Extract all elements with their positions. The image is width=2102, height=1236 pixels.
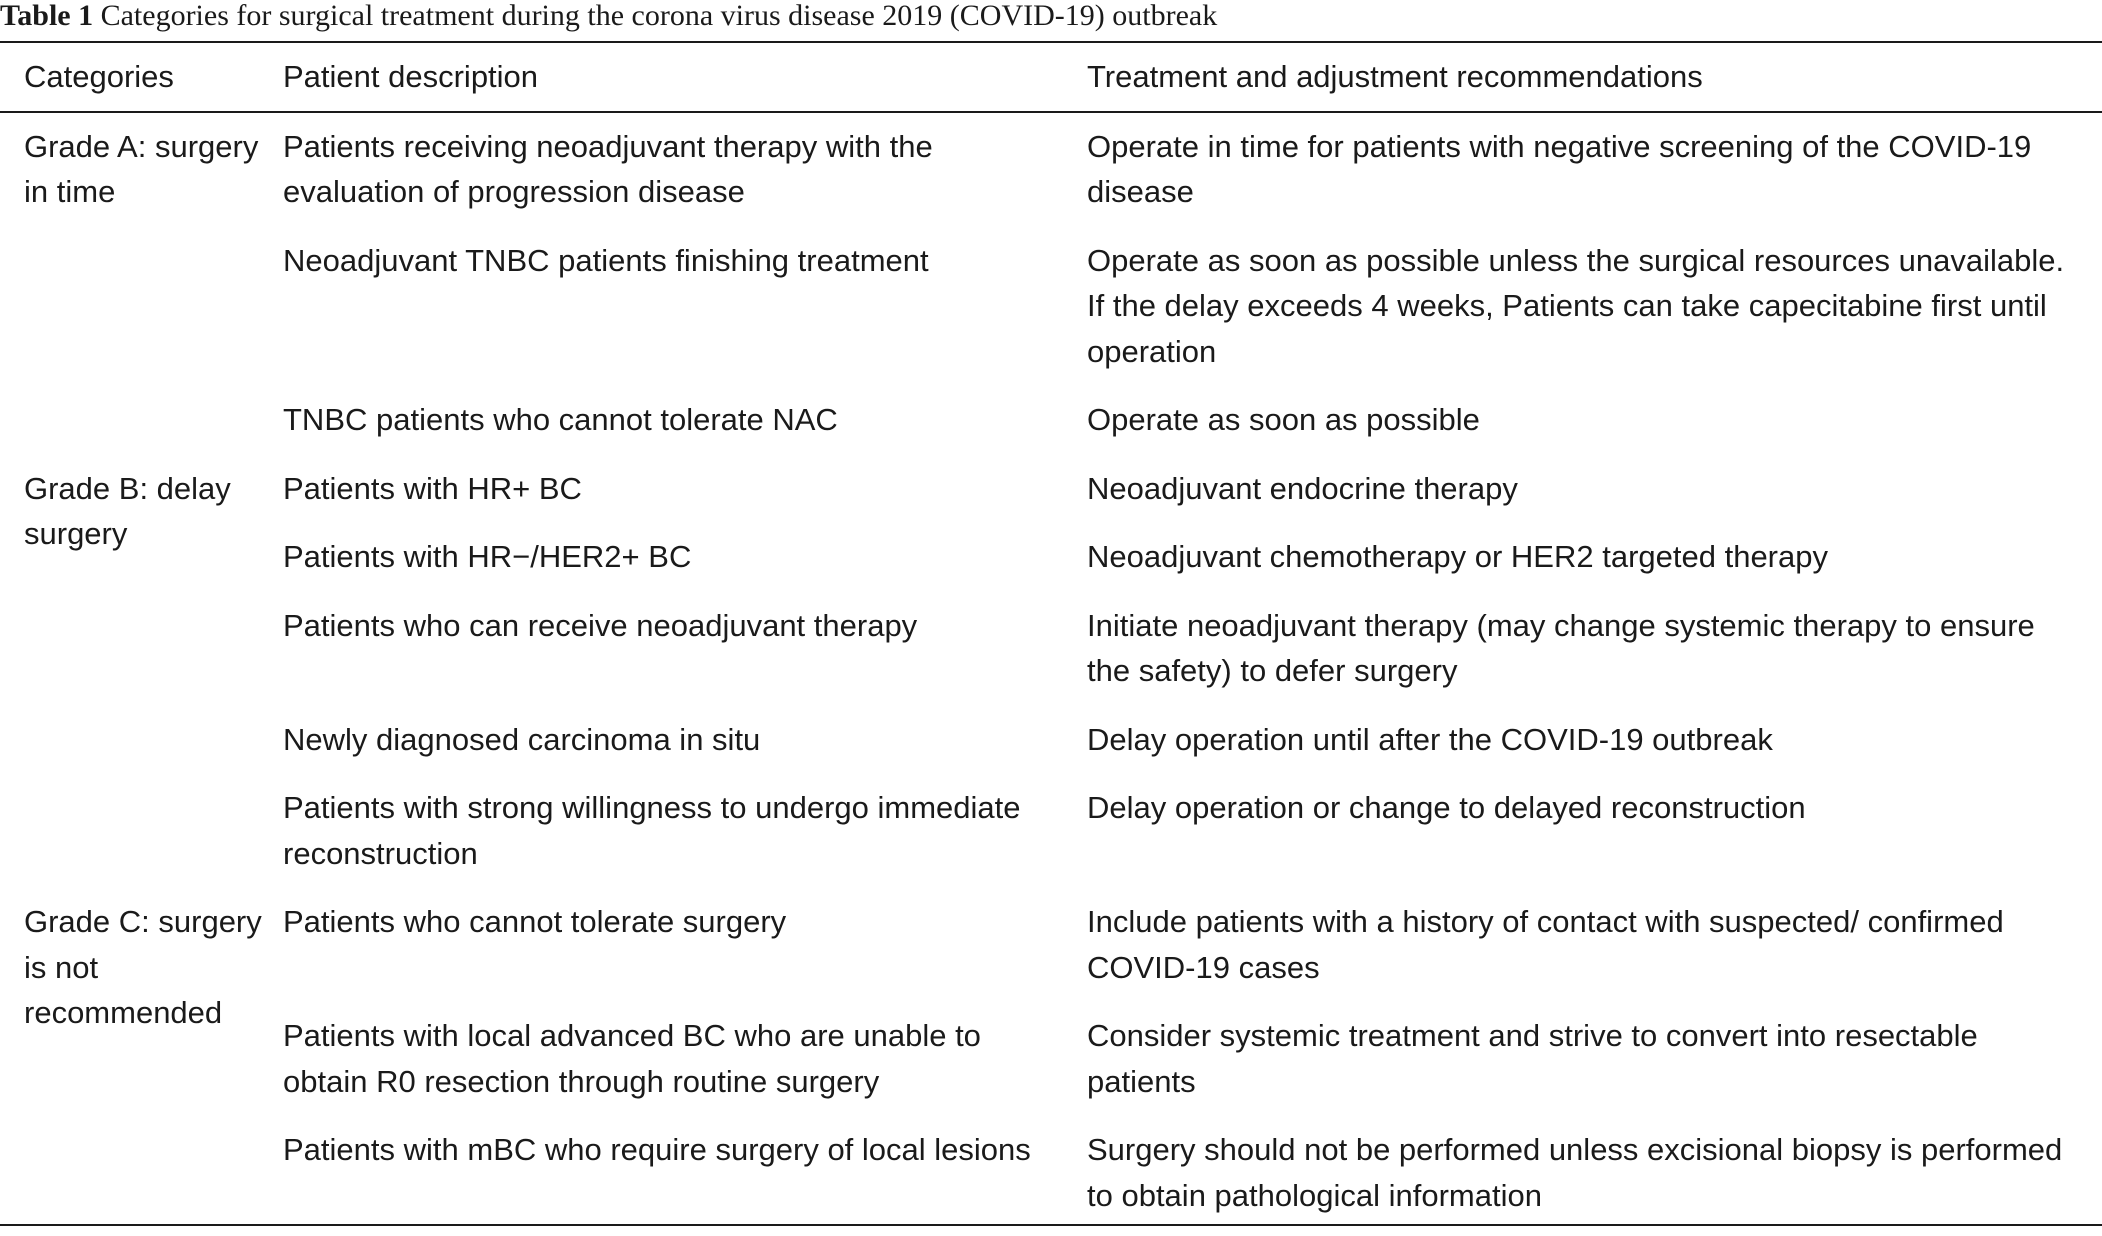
table-row xyxy=(0,397,2102,466)
category-label: Grade C: surgery is not recommended xyxy=(24,904,262,1030)
description-text: Neoadjuvant TNBC patients finishing treatment xyxy=(283,242,929,278)
category-cell-grade-c xyxy=(0,899,283,1225)
description-text: Patients with strong willingness to undergo immediate reconstruction xyxy=(283,790,1021,871)
description-cell xyxy=(283,238,1087,398)
description-cell xyxy=(283,534,1087,603)
treatment-text: Include patients with a history of contact with suspected/ confirmed COVID-19 cases xyxy=(1087,904,2004,985)
header-treatment-recommendations: Treatment and adjustment recommendations xyxy=(1087,59,1703,94)
description-cell xyxy=(283,466,1087,535)
table-header-row xyxy=(0,42,2102,112)
table-row xyxy=(0,785,2102,899)
description-text: Patients with HR−/HER2+ BC xyxy=(283,539,692,574)
table-row xyxy=(0,1127,2102,1225)
description-text: Patients receiving neoadjuvant therapy with the evaluation of progression disease xyxy=(283,128,933,209)
treatment-text: Delay operation or change to delayed reconstruction xyxy=(1087,790,1806,825)
table-row xyxy=(0,603,2102,717)
table-row xyxy=(0,899,2102,1013)
category-cell-grade-a xyxy=(0,112,283,466)
treatment-cell xyxy=(1087,238,2102,398)
header-patient-description: Patient description xyxy=(283,59,539,94)
table-row xyxy=(0,1013,2102,1127)
treatment-text: Operate in time for patients with negative screening of the COVID-19 disease xyxy=(1087,128,2032,209)
description-cell xyxy=(283,1013,1087,1127)
treatment-cell xyxy=(1087,397,2102,466)
description-text: Patients with HR+ BC xyxy=(283,470,582,506)
description-text: Newly diagnosed carcinoma in situ xyxy=(283,721,761,757)
description-text: Patients with mBC who require surgery of local lesions xyxy=(283,1132,1031,1167)
treatment-text: Delay operation until after the COVID-19 outbreak xyxy=(1087,721,1773,757)
treatment-text: Neoadjuvant chemotherapy or HER2 targeted therapy xyxy=(1087,539,1828,574)
table-row xyxy=(0,466,2102,535)
table-caption-text: Categories for surgical treatment during the corona virus disease 2019 (COVID-19) outbreak xyxy=(100,0,1218,32)
treatment-text: Operate as soon as possible xyxy=(1087,402,1480,437)
treatment-cell xyxy=(1087,1013,2102,1127)
treatment-cell xyxy=(1087,717,2102,786)
description-cell xyxy=(283,717,1087,786)
header-categories: Categories xyxy=(24,59,174,94)
description-text: TNBC patients who cannot tolerate NAC xyxy=(283,402,838,437)
description-text: Patients who cannot tolerate surgery xyxy=(283,904,787,939)
table-row xyxy=(0,238,2102,398)
treatment-text: Operate as soon as possible unless the surgical resources unavailable. If the delay exceeds 4 weeks, Patients can take capecitabine first until operation xyxy=(1087,242,2065,369)
treatment-cell xyxy=(1087,1127,2102,1225)
description-cell xyxy=(283,397,1087,466)
treatment-text: Surgery should not be performed unless excisional biopsy is performed to obtain pathological information xyxy=(1087,1132,2063,1213)
description-text: Patients who can receive neoadjuvant therapy xyxy=(283,607,918,643)
description-text: Patients with local advanced BC who are unable to obtain R0 resection through routine surgery xyxy=(283,1018,981,1099)
treatment-table xyxy=(0,41,2102,1226)
treatment-text: Neoadjuvant endocrine therapy xyxy=(1087,470,1518,506)
treatment-cell xyxy=(1087,899,2102,1013)
treatment-cell xyxy=(1087,603,2102,717)
description-cell xyxy=(283,1127,1087,1225)
table-row xyxy=(0,112,2102,238)
table-container xyxy=(0,41,2102,1226)
category-label: Grade B: delay surgery xyxy=(24,470,231,551)
description-cell xyxy=(283,785,1087,899)
table-caption-label: Table 1 xyxy=(0,0,94,32)
treatment-cell xyxy=(1087,534,2102,603)
treatment-cell xyxy=(1087,466,2102,535)
table-caption xyxy=(0,0,1217,40)
description-cell xyxy=(283,112,1087,238)
treatment-text: Initiate neoadjuvant therapy (may change systemic therapy to ensure the safety) to defer surgery xyxy=(1087,607,2035,688)
description-cell xyxy=(283,603,1087,717)
treatment-text: Consider systemic treatment and strive to convert into resectable patients xyxy=(1087,1018,1978,1099)
treatment-cell xyxy=(1087,785,2102,899)
description-cell xyxy=(283,899,1087,1013)
category-cell-grade-b xyxy=(0,466,283,900)
treatment-cell xyxy=(1087,112,2102,238)
table-row xyxy=(0,534,2102,603)
category-label: Grade A: surgery in time xyxy=(24,128,259,209)
table-row xyxy=(0,717,2102,786)
